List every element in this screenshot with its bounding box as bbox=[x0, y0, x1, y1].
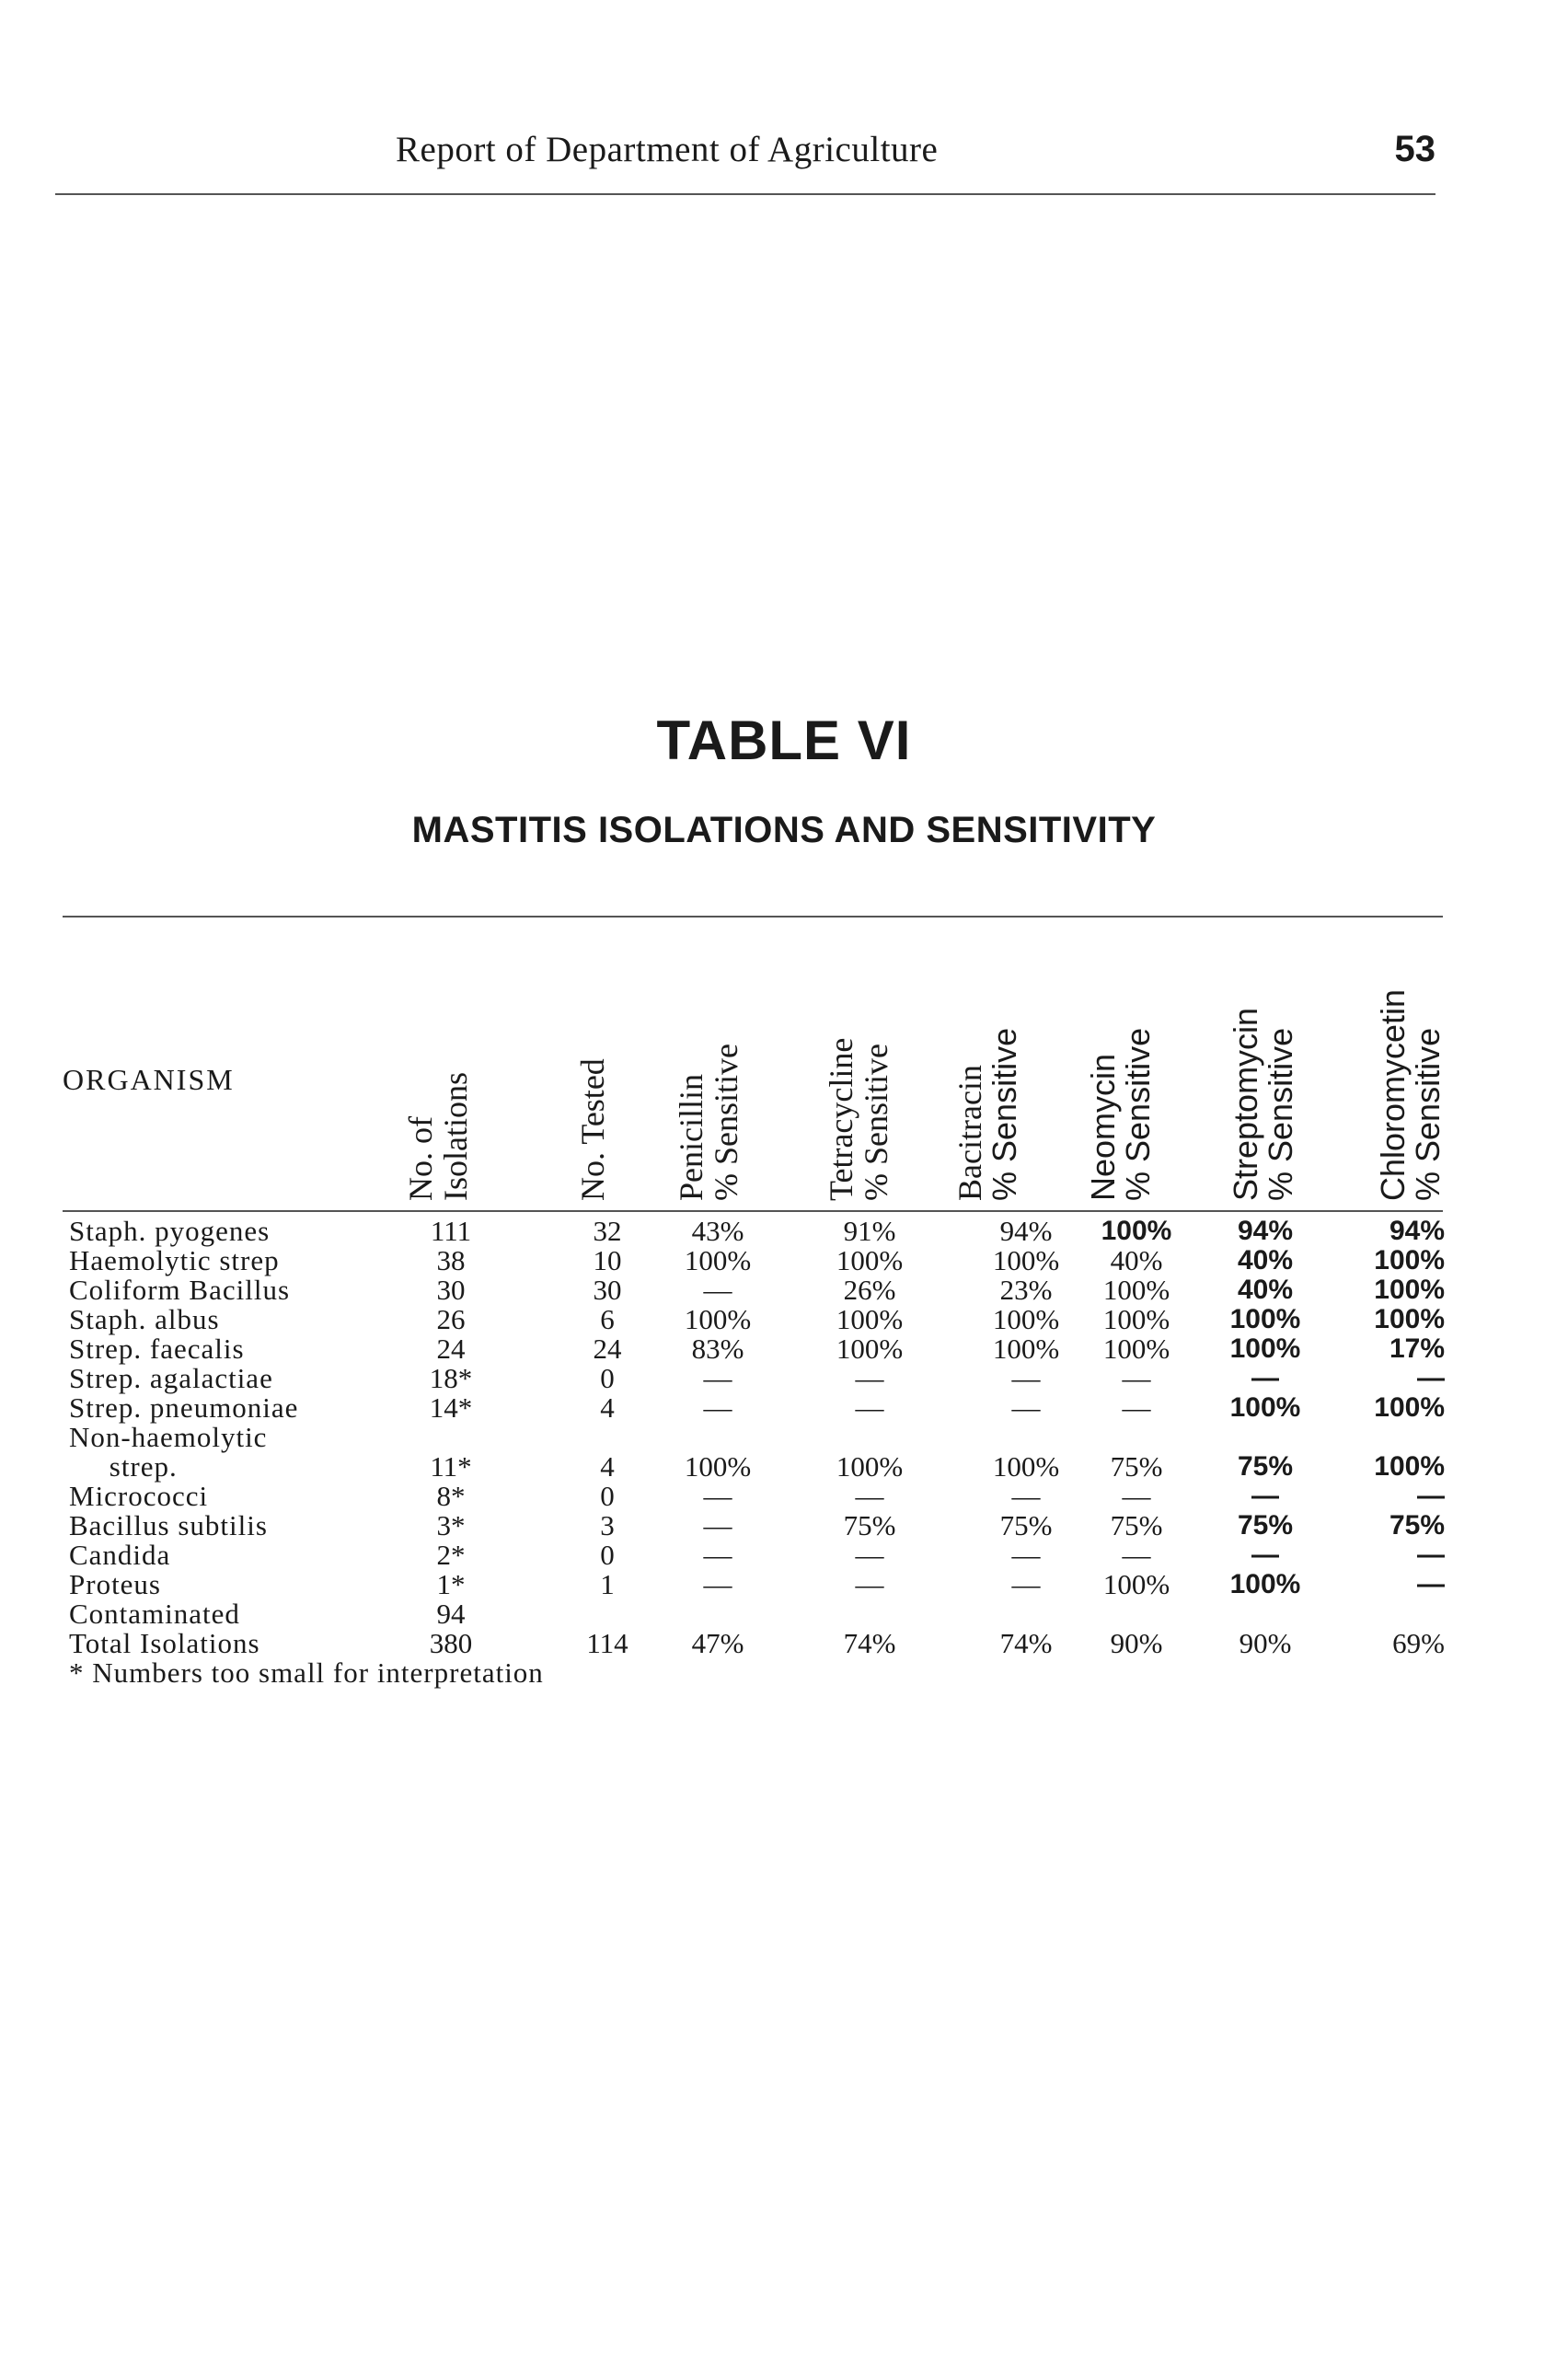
chloromycetin-value: 100% bbox=[1374, 1245, 1445, 1275]
table-body bbox=[0, 1217, 1568, 1688]
isolations-value: 380 bbox=[429, 1627, 473, 1659]
bacitracin-value: — bbox=[1011, 1480, 1041, 1512]
isolations-value: 111 bbox=[430, 1215, 472, 1247]
tested-value: 32 bbox=[593, 1215, 622, 1247]
organism-name: Haemolytic strep bbox=[69, 1244, 280, 1276]
column-header-chloromycetin: Chloromycetin % Sensitive bbox=[1374, 988, 1447, 1201]
table-footnote: * Numbers too small for interpretation bbox=[69, 1656, 544, 1689]
organism-name: Non-haemolytic bbox=[69, 1421, 268, 1453]
tested-value: 114 bbox=[586, 1627, 628, 1659]
table-footnote-row bbox=[0, 1658, 1568, 1688]
bacitracin-value: — bbox=[1011, 1362, 1041, 1394]
bacitracin-value: 100% bbox=[992, 1450, 1060, 1483]
chloromycetin-value: 94% bbox=[1389, 1216, 1445, 1246]
organism-name: Micrococci bbox=[69, 1480, 209, 1512]
tetracycline-value: 100% bbox=[836, 1333, 904, 1365]
tetracycline-value: 100% bbox=[836, 1244, 904, 1276]
chloromycetin-value: 75% bbox=[1389, 1510, 1445, 1541]
tetracycline-value: — bbox=[855, 1362, 884, 1394]
isolations-value: 2* bbox=[436, 1539, 466, 1571]
bacitracin-value: 74% bbox=[999, 1627, 1053, 1659]
column-header-bacitracin: Bacitracin % Sensitive bbox=[951, 1027, 1023, 1201]
isolations-value: 30 bbox=[436, 1274, 466, 1306]
chloromycetin-value: — bbox=[1417, 1569, 1445, 1599]
organism-name: Strep. agalactiae bbox=[69, 1362, 273, 1394]
penicillin-value: — bbox=[703, 1568, 732, 1600]
tetracycline-value: 100% bbox=[836, 1303, 904, 1335]
neomycin-value: — bbox=[1122, 1480, 1151, 1512]
neomycin-value: 100% bbox=[1101, 1216, 1172, 1246]
header-body-rule bbox=[63, 1210, 1443, 1212]
streptomycin-value: 94% bbox=[1237, 1216, 1294, 1246]
column-header-streptomycin: Streptomycin % Sensitive bbox=[1227, 1007, 1299, 1201]
running-title: Report of Department of Agriculture bbox=[396, 130, 939, 169]
table-row bbox=[0, 1570, 1568, 1599]
neomycin-value: 40% bbox=[1110, 1244, 1163, 1276]
tetracycline-value: 26% bbox=[843, 1274, 896, 1306]
tested-value: 3 bbox=[600, 1509, 615, 1541]
neomycin-value: — bbox=[1122, 1362, 1151, 1394]
table-row bbox=[0, 1275, 1568, 1305]
table-row bbox=[0, 1452, 1568, 1482]
tested-value: 24 bbox=[593, 1333, 622, 1365]
bacitracin-value: 100% bbox=[992, 1333, 1060, 1365]
column-header-tetracycline: Tetracycline % Sensitive bbox=[823, 1037, 894, 1201]
streptomycin-value: — bbox=[1251, 1363, 1279, 1393]
isolations-value: 14* bbox=[429, 1391, 473, 1424]
tested-value: 4 bbox=[600, 1391, 615, 1424]
organism-column-header: ORGANISM bbox=[63, 1063, 235, 1096]
tested-value: 10 bbox=[593, 1244, 622, 1276]
tetracycline-value: — bbox=[855, 1568, 884, 1600]
isolations-value: 8* bbox=[436, 1480, 466, 1512]
table-subtitle: MASTITIS ISOLATIONS AND SENSITIVITY bbox=[411, 810, 1157, 850]
neomycin-value: 75% bbox=[1110, 1509, 1163, 1541]
organism-name: Staph. albus bbox=[69, 1303, 220, 1335]
penicillin-value: — bbox=[703, 1274, 732, 1306]
table-row bbox=[0, 1217, 1568, 1246]
table-row-total bbox=[0, 1629, 1568, 1658]
streptomycin-value: 40% bbox=[1237, 1275, 1294, 1305]
tested-value: 6 bbox=[600, 1303, 615, 1335]
organism-name: Proteus bbox=[69, 1568, 161, 1600]
isolations-value: 11* bbox=[430, 1450, 472, 1483]
bacitracin-value: — bbox=[1011, 1568, 1041, 1600]
isolations-value: 3* bbox=[436, 1509, 466, 1541]
table-row bbox=[0, 1364, 1568, 1393]
streptomycin-value: 90% bbox=[1239, 1627, 1292, 1659]
penicillin-value: — bbox=[703, 1480, 732, 1512]
organism-name: Strep. faecalis bbox=[69, 1333, 245, 1365]
header-rule bbox=[55, 193, 1435, 195]
chloromycetin-value: — bbox=[1417, 1540, 1445, 1570]
streptomycin-value: 100% bbox=[1229, 1569, 1301, 1599]
column-header-neomycin: Neomycin % Sensitive bbox=[1084, 1027, 1157, 1201]
tested-value: 30 bbox=[593, 1274, 622, 1306]
tetracycline-value: — bbox=[855, 1391, 884, 1424]
neomycin-value: 100% bbox=[1102, 1568, 1170, 1600]
chloromycetin-value: — bbox=[1417, 1363, 1445, 1393]
streptomycin-value: 100% bbox=[1229, 1304, 1301, 1334]
streptomycin-value: 75% bbox=[1237, 1451, 1294, 1482]
chloromycetin-value: — bbox=[1417, 1481, 1445, 1511]
streptomycin-value: 100% bbox=[1229, 1392, 1301, 1423]
column-header-tested: No. Tested bbox=[574, 1058, 611, 1201]
organism-name: strep. bbox=[69, 1450, 178, 1483]
isolations-value: 38 bbox=[436, 1244, 466, 1276]
table-row bbox=[0, 1393, 1568, 1423]
table-row bbox=[0, 1423, 1568, 1452]
neomycin-value: 100% bbox=[1102, 1333, 1170, 1365]
isolations-value: 26 bbox=[436, 1303, 466, 1335]
table-row bbox=[0, 1599, 1568, 1629]
table-row bbox=[0, 1511, 1568, 1541]
chloromycetin-value: 100% bbox=[1374, 1451, 1445, 1482]
page-number: 53 bbox=[1394, 129, 1435, 169]
chloromycetin-value: 100% bbox=[1374, 1392, 1445, 1423]
organism-name: Total Isolations bbox=[69, 1627, 260, 1659]
chloromycetin-value: 69% bbox=[1392, 1627, 1445, 1659]
streptomycin-value: 40% bbox=[1237, 1245, 1294, 1275]
tetracycline-value: 91% bbox=[843, 1215, 896, 1247]
bacitracin-value: 94% bbox=[999, 1215, 1053, 1247]
penicillin-value: 100% bbox=[684, 1450, 752, 1483]
organism-name: Contaminated bbox=[69, 1598, 240, 1630]
bacitracin-value: 100% bbox=[992, 1303, 1060, 1335]
tested-value: 0 bbox=[600, 1480, 615, 1512]
penicillin-value: 100% bbox=[684, 1303, 752, 1335]
bacitracin-value: 23% bbox=[999, 1274, 1053, 1306]
table-top-rule bbox=[63, 916, 1443, 918]
tested-value: 4 bbox=[600, 1450, 615, 1483]
organism-name: Bacillus subtilis bbox=[69, 1509, 268, 1541]
organism-name: Strep. pneumoniae bbox=[69, 1391, 299, 1424]
chloromycetin-value: 100% bbox=[1374, 1304, 1445, 1334]
chloromycetin-value: 17% bbox=[1389, 1333, 1445, 1364]
streptomycin-value: 75% bbox=[1237, 1510, 1294, 1541]
isolations-value: 24 bbox=[436, 1333, 466, 1365]
neomycin-value: — bbox=[1122, 1391, 1151, 1424]
bacitracin-value: 100% bbox=[992, 1244, 1060, 1276]
tested-value: 0 bbox=[600, 1362, 615, 1394]
column-header-penicillin: Penicillin % Sensitive bbox=[673, 1044, 744, 1201]
penicillin-value: 83% bbox=[691, 1333, 744, 1365]
penicillin-value: — bbox=[703, 1391, 732, 1424]
penicillin-value: — bbox=[703, 1362, 732, 1394]
table-row bbox=[0, 1334, 1568, 1364]
neomycin-value: — bbox=[1122, 1539, 1151, 1571]
column-header-isolations: No. of Isolations bbox=[402, 1072, 474, 1201]
isolations-value: 1* bbox=[436, 1568, 466, 1600]
penicillin-value: — bbox=[703, 1539, 732, 1571]
bacitracin-value: — bbox=[1011, 1539, 1041, 1571]
tetracycline-value: — bbox=[855, 1480, 884, 1512]
table-row bbox=[0, 1305, 1568, 1334]
organism-name: Candida bbox=[69, 1539, 171, 1571]
penicillin-value: 100% bbox=[684, 1244, 752, 1276]
penicillin-value: — bbox=[703, 1509, 732, 1541]
neomycin-value: 90% bbox=[1110, 1627, 1163, 1659]
streptomycin-value: — bbox=[1251, 1481, 1279, 1511]
tetracycline-value: 74% bbox=[843, 1627, 896, 1659]
chloromycetin-value: 100% bbox=[1374, 1275, 1445, 1305]
neomycin-value: 100% bbox=[1102, 1303, 1170, 1335]
streptomycin-value: — bbox=[1251, 1540, 1279, 1570]
running-header bbox=[55, 129, 1435, 193]
table-row bbox=[0, 1482, 1568, 1511]
neomycin-value: 100% bbox=[1102, 1274, 1170, 1306]
table-title: TABLE VI bbox=[656, 710, 912, 771]
bacitracin-value: 75% bbox=[999, 1509, 1053, 1541]
table-row bbox=[0, 1541, 1568, 1570]
tetracycline-value: 100% bbox=[836, 1450, 904, 1483]
penicillin-value: 43% bbox=[691, 1215, 744, 1247]
bacitracin-value: — bbox=[1011, 1391, 1041, 1424]
tested-value: 1 bbox=[600, 1568, 615, 1600]
tested-value: 0 bbox=[600, 1539, 615, 1571]
table-row bbox=[0, 1246, 1568, 1275]
isolations-value: 18* bbox=[429, 1362, 473, 1394]
organism-name: Staph. pyogenes bbox=[69, 1215, 271, 1247]
tetracycline-value: 75% bbox=[843, 1509, 896, 1541]
penicillin-value: 47% bbox=[691, 1627, 744, 1659]
tetracycline-value: — bbox=[855, 1539, 884, 1571]
neomycin-value: 75% bbox=[1110, 1450, 1163, 1483]
isolations-value: 94 bbox=[436, 1598, 466, 1630]
organism-name: Coliform Bacillus bbox=[69, 1274, 291, 1306]
streptomycin-value: 100% bbox=[1229, 1333, 1301, 1364]
